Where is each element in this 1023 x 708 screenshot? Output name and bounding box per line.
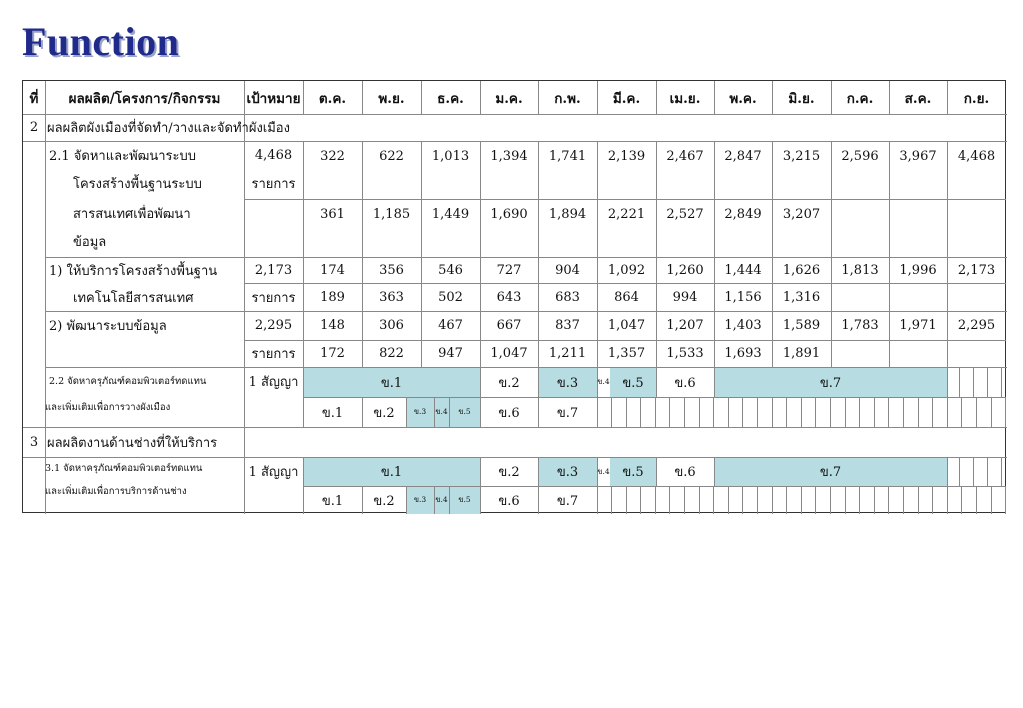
actual-value: 189 [320, 289, 345, 305]
tick-line [1001, 457, 1002, 486]
actual-value: 864 [614, 289, 639, 305]
plan-value: 1,207 [666, 318, 704, 333]
plan-value: 2,596 [841, 148, 879, 164]
target-value: 1 สัญญา [248, 464, 299, 480]
actual-value: 1,693 [724, 346, 762, 361]
stage-label: ข.7 [556, 405, 579, 421]
actual-value: 1,891 [782, 346, 821, 361]
plan-value: 1,626 [782, 262, 821, 278]
tick-line [1005, 397, 1006, 427]
tick-line [874, 486, 875, 514]
plan-value: 546 [438, 262, 463, 278]
actual-value [889, 199, 947, 229]
tick-line [728, 486, 729, 514]
actual-value: 1,690 [490, 206, 528, 222]
actual-value: 994 [672, 289, 698, 305]
stage-label: ข.4 [435, 495, 448, 504]
actual-value [831, 283, 889, 311]
actual-value [947, 283, 1006, 311]
stage-label: ข.2 [373, 405, 395, 421]
tick-line [888, 486, 889, 514]
item-label: 1) ให้บริการโครงสร้างพื้นฐาน [49, 263, 218, 279]
tick-line [640, 397, 641, 427]
plan-value: 727 [496, 262, 522, 278]
plan-value: 1,813 [841, 262, 879, 278]
stage-label: ข.2 [498, 375, 520, 391]
plan-value: 148 [320, 318, 345, 333]
section-title: ผลผลิตผังเมืองที่จัดทำ/วางและจัดทำผังเมือง [47, 121, 290, 136]
plan-value: 622 [379, 148, 404, 164]
col-line [597, 486, 598, 514]
item-label: และเพิ่มเติมเพื่อการบริการด้านช่าง [45, 485, 187, 497]
stage-label: ข.6 [674, 375, 696, 391]
tick-line [903, 397, 904, 427]
tick-line [713, 397, 714, 427]
stage-label: ข.1 [321, 493, 344, 509]
item-label: สารสนเทศเพื่อพัฒนา [73, 206, 191, 222]
tick-line [859, 397, 860, 427]
item-label: 2.2 จัดหาครุภัณฑ์คอมพิวเตอร์ทดแทน [49, 375, 207, 387]
plan-value: 667 [496, 318, 522, 333]
tick-line [801, 397, 802, 427]
function-schedule-table [22, 80, 1006, 513]
col-line [947, 457, 948, 486]
tick-line [655, 486, 656, 514]
plan-value: 904 [555, 262, 580, 278]
header-month: ส.ค. [904, 90, 932, 107]
actual-value [947, 199, 1006, 229]
page-title: Function [22, 19, 180, 64]
target-value: 4,468 [254, 147, 293, 163]
actual-value: 1,449 [431, 206, 470, 222]
plan-value: 1,092 [607, 262, 646, 278]
tick-line [903, 486, 904, 514]
tick-line [611, 397, 612, 427]
tick-line [611, 486, 612, 514]
plan-value: 174 [320, 262, 345, 278]
tick-line [801, 486, 802, 514]
stage-label: ข.4 [597, 466, 610, 476]
header-month: ต.ค. [318, 90, 347, 107]
tick-line [742, 486, 743, 514]
tick-line [669, 486, 670, 514]
stage-label: ข.5 [458, 407, 471, 416]
tick-line [959, 457, 960, 486]
stage-label: ข.4 [435, 407, 448, 416]
plan-value: 1,971 [899, 318, 937, 333]
tick-line [845, 397, 846, 427]
stage-label: ข.7 [819, 375, 842, 391]
tick-line [973, 367, 974, 397]
section-number: 3 [29, 434, 39, 450]
target-unit: รายการ [251, 347, 296, 362]
plan-value: 1,589 [782, 318, 821, 333]
plan-value: 2,139 [607, 148, 646, 164]
tick-line [888, 397, 889, 427]
actual-value: 947 [438, 346, 463, 361]
actual-value: 1,357 [607, 346, 646, 361]
stage-label: ข.4 [597, 377, 610, 386]
header-item: ผลผลิต/โครงการ/กิจกรรม [68, 90, 221, 107]
plan-value: 1,260 [666, 262, 704, 278]
stage-label: ข.7 [819, 465, 842, 480]
stage-label: ข.5 [458, 495, 471, 504]
plan-value: 1,741 [548, 148, 587, 164]
tick-line [918, 397, 919, 427]
tick-line [961, 397, 962, 427]
plan-value: 1,013 [431, 148, 470, 164]
tick-line [713, 486, 714, 514]
header-month: พ.ค. [729, 90, 757, 107]
actual-value: 1,156 [724, 289, 762, 305]
tick-line [932, 397, 933, 427]
stage-label: ข.6 [498, 493, 520, 509]
header-month: ธ.ค. [437, 90, 464, 107]
tick-line [640, 486, 641, 514]
tick-line [859, 486, 860, 514]
tick-line [786, 486, 787, 514]
tick-line [815, 397, 816, 427]
tick-line [815, 486, 816, 514]
actual-value: 1,185 [372, 206, 411, 222]
plan-value: 356 [379, 262, 404, 278]
plan-value: 3,967 [899, 148, 937, 164]
plan-value: 837 [555, 318, 580, 333]
stage-label: ข.3 [413, 407, 427, 416]
plan-value: 1,047 [607, 318, 646, 333]
tick-line [932, 486, 933, 514]
plan-value: 1,394 [490, 148, 528, 164]
tick-line [757, 486, 758, 514]
stage-label: ข.1 [380, 375, 403, 391]
actual-value: 2,527 [666, 206, 704, 222]
col-line [45, 81, 46, 514]
actual-value: 1,533 [666, 346, 704, 361]
item-label: ข้อมูล [73, 234, 107, 250]
actual-value: 502 [438, 289, 463, 305]
item-label: โครงสร้างพื้นฐานระบบ [73, 176, 202, 192]
actual-value: 1,047 [490, 346, 528, 361]
item-label: และเพิ่มเติมเพื่อการวางผังเมือง [45, 401, 171, 413]
target-value: 2,173 [254, 262, 293, 278]
header-month: ม.ค. [495, 90, 523, 107]
actual-value: 363 [379, 289, 404, 305]
plan-value: 306 [379, 318, 404, 333]
actual-value: 822 [379, 346, 404, 361]
stage-label: ข.6 [674, 465, 696, 480]
tick-line [684, 397, 685, 427]
tick-line [874, 397, 875, 427]
stage-label: ข.3 [556, 465, 579, 480]
target-unit: รายการ [251, 176, 296, 192]
col-line [947, 367, 948, 397]
actual-value [889, 283, 947, 311]
plan-value: 1,996 [899, 262, 937, 278]
tick-line [991, 397, 992, 427]
tick-line [973, 457, 974, 486]
actual-value [889, 340, 947, 367]
actual-value: 2,221 [607, 206, 646, 222]
tick-line [918, 486, 919, 514]
header-month: ก.ค. [846, 90, 874, 107]
stage-label: ข.6 [498, 405, 520, 421]
tick-line [976, 486, 977, 514]
plan-value: 467 [438, 318, 463, 333]
tick-line [655, 397, 656, 427]
tick-line [1001, 367, 1002, 397]
plan-value: 1,403 [724, 318, 762, 333]
actual-value: 1,894 [548, 206, 587, 222]
actual-value: 172 [320, 346, 345, 361]
header-month: ก.ย. [963, 90, 990, 107]
header-month: มิ.ย. [788, 90, 815, 107]
plan-value: 322 [320, 148, 345, 164]
tick-line [976, 397, 977, 427]
tick-line [772, 486, 773, 514]
header-month: เม.ย. [669, 90, 701, 107]
tick-line [786, 397, 787, 427]
actual-value: 1,316 [782, 289, 821, 305]
actual-value: 2,849 [724, 206, 762, 222]
tick-line [626, 397, 627, 427]
tick-line [947, 397, 948, 427]
plan-value: 2,173 [957, 262, 996, 278]
item-label: 2) พัฒนาระบบข้อมูล [49, 319, 167, 334]
plan-value: 2,467 [666, 148, 704, 164]
tick-line [845, 486, 846, 514]
header-no: ที่ [29, 90, 39, 107]
header-target: เป้าหมาย [246, 90, 301, 107]
tick-line [699, 486, 700, 514]
tick-line [1005, 486, 1006, 514]
item-label: 2.1 จัดหาและพัฒนาระบบ [49, 148, 197, 164]
stage-label: ข.7 [556, 493, 579, 509]
tick-line [947, 486, 948, 514]
stage-label: ข.2 [373, 493, 395, 509]
stage-label: ข.2 [498, 465, 520, 480]
tick-line [684, 486, 685, 514]
tick-line [991, 486, 992, 514]
plan-value: 2,847 [724, 148, 762, 164]
plan-value: 1,444 [724, 262, 762, 278]
actual-value: 3,207 [782, 206, 821, 222]
actual-value: 683 [555, 289, 580, 305]
item-label: 3.1 จัดหาครุภัณฑ์คอมพิวเตอร์ทดแทน [45, 462, 203, 474]
tick-line [699, 397, 700, 427]
col-line [597, 397, 598, 427]
tick-line [987, 457, 988, 486]
actual-value: 643 [496, 289, 522, 305]
tick-line [772, 397, 773, 427]
tick-line [959, 367, 960, 397]
tick-line [830, 486, 831, 514]
actual-value [831, 199, 889, 229]
tick-line [987, 367, 988, 397]
section-number: 2 [29, 120, 39, 135]
plan-value: 1,783 [841, 318, 879, 333]
actual-value [947, 340, 1006, 367]
stage-label: ข.5 [622, 465, 644, 480]
header-month: ก.พ. [554, 90, 581, 107]
plan-value: 2,295 [957, 318, 996, 333]
stage-label: ข.3 [413, 495, 427, 504]
actual-value: 361 [320, 206, 345, 222]
actual-value [831, 340, 889, 367]
tick-line [961, 486, 962, 514]
plan-value: 3,215 [782, 148, 821, 164]
tick-line [728, 397, 729, 427]
tick-line [626, 486, 627, 514]
target-unit: รายการ [251, 290, 296, 306]
section-title: ผลผลิตงานด้านช่างที่ให้บริการ [47, 435, 218, 451]
tick-line [669, 397, 670, 427]
actual-value: 1,211 [548, 346, 587, 361]
tick-line [742, 397, 743, 427]
tick-line [757, 397, 758, 427]
plan-value: 4,468 [957, 148, 996, 164]
stage-label: ข.1 [380, 465, 403, 480]
header-month: มี.ค. [612, 90, 641, 107]
stage-label: ข.1 [321, 405, 344, 421]
target-value: 1 สัญญา [248, 374, 299, 390]
target-value: 2,295 [254, 318, 293, 333]
stage-label: ข.5 [622, 375, 644, 391]
item-label: เทคโนโลยีสารสนเทศ [73, 290, 194, 306]
stage-label: ข.3 [556, 375, 579, 391]
header-month: พ.ย. [378, 90, 405, 107]
tick-line [830, 397, 831, 427]
